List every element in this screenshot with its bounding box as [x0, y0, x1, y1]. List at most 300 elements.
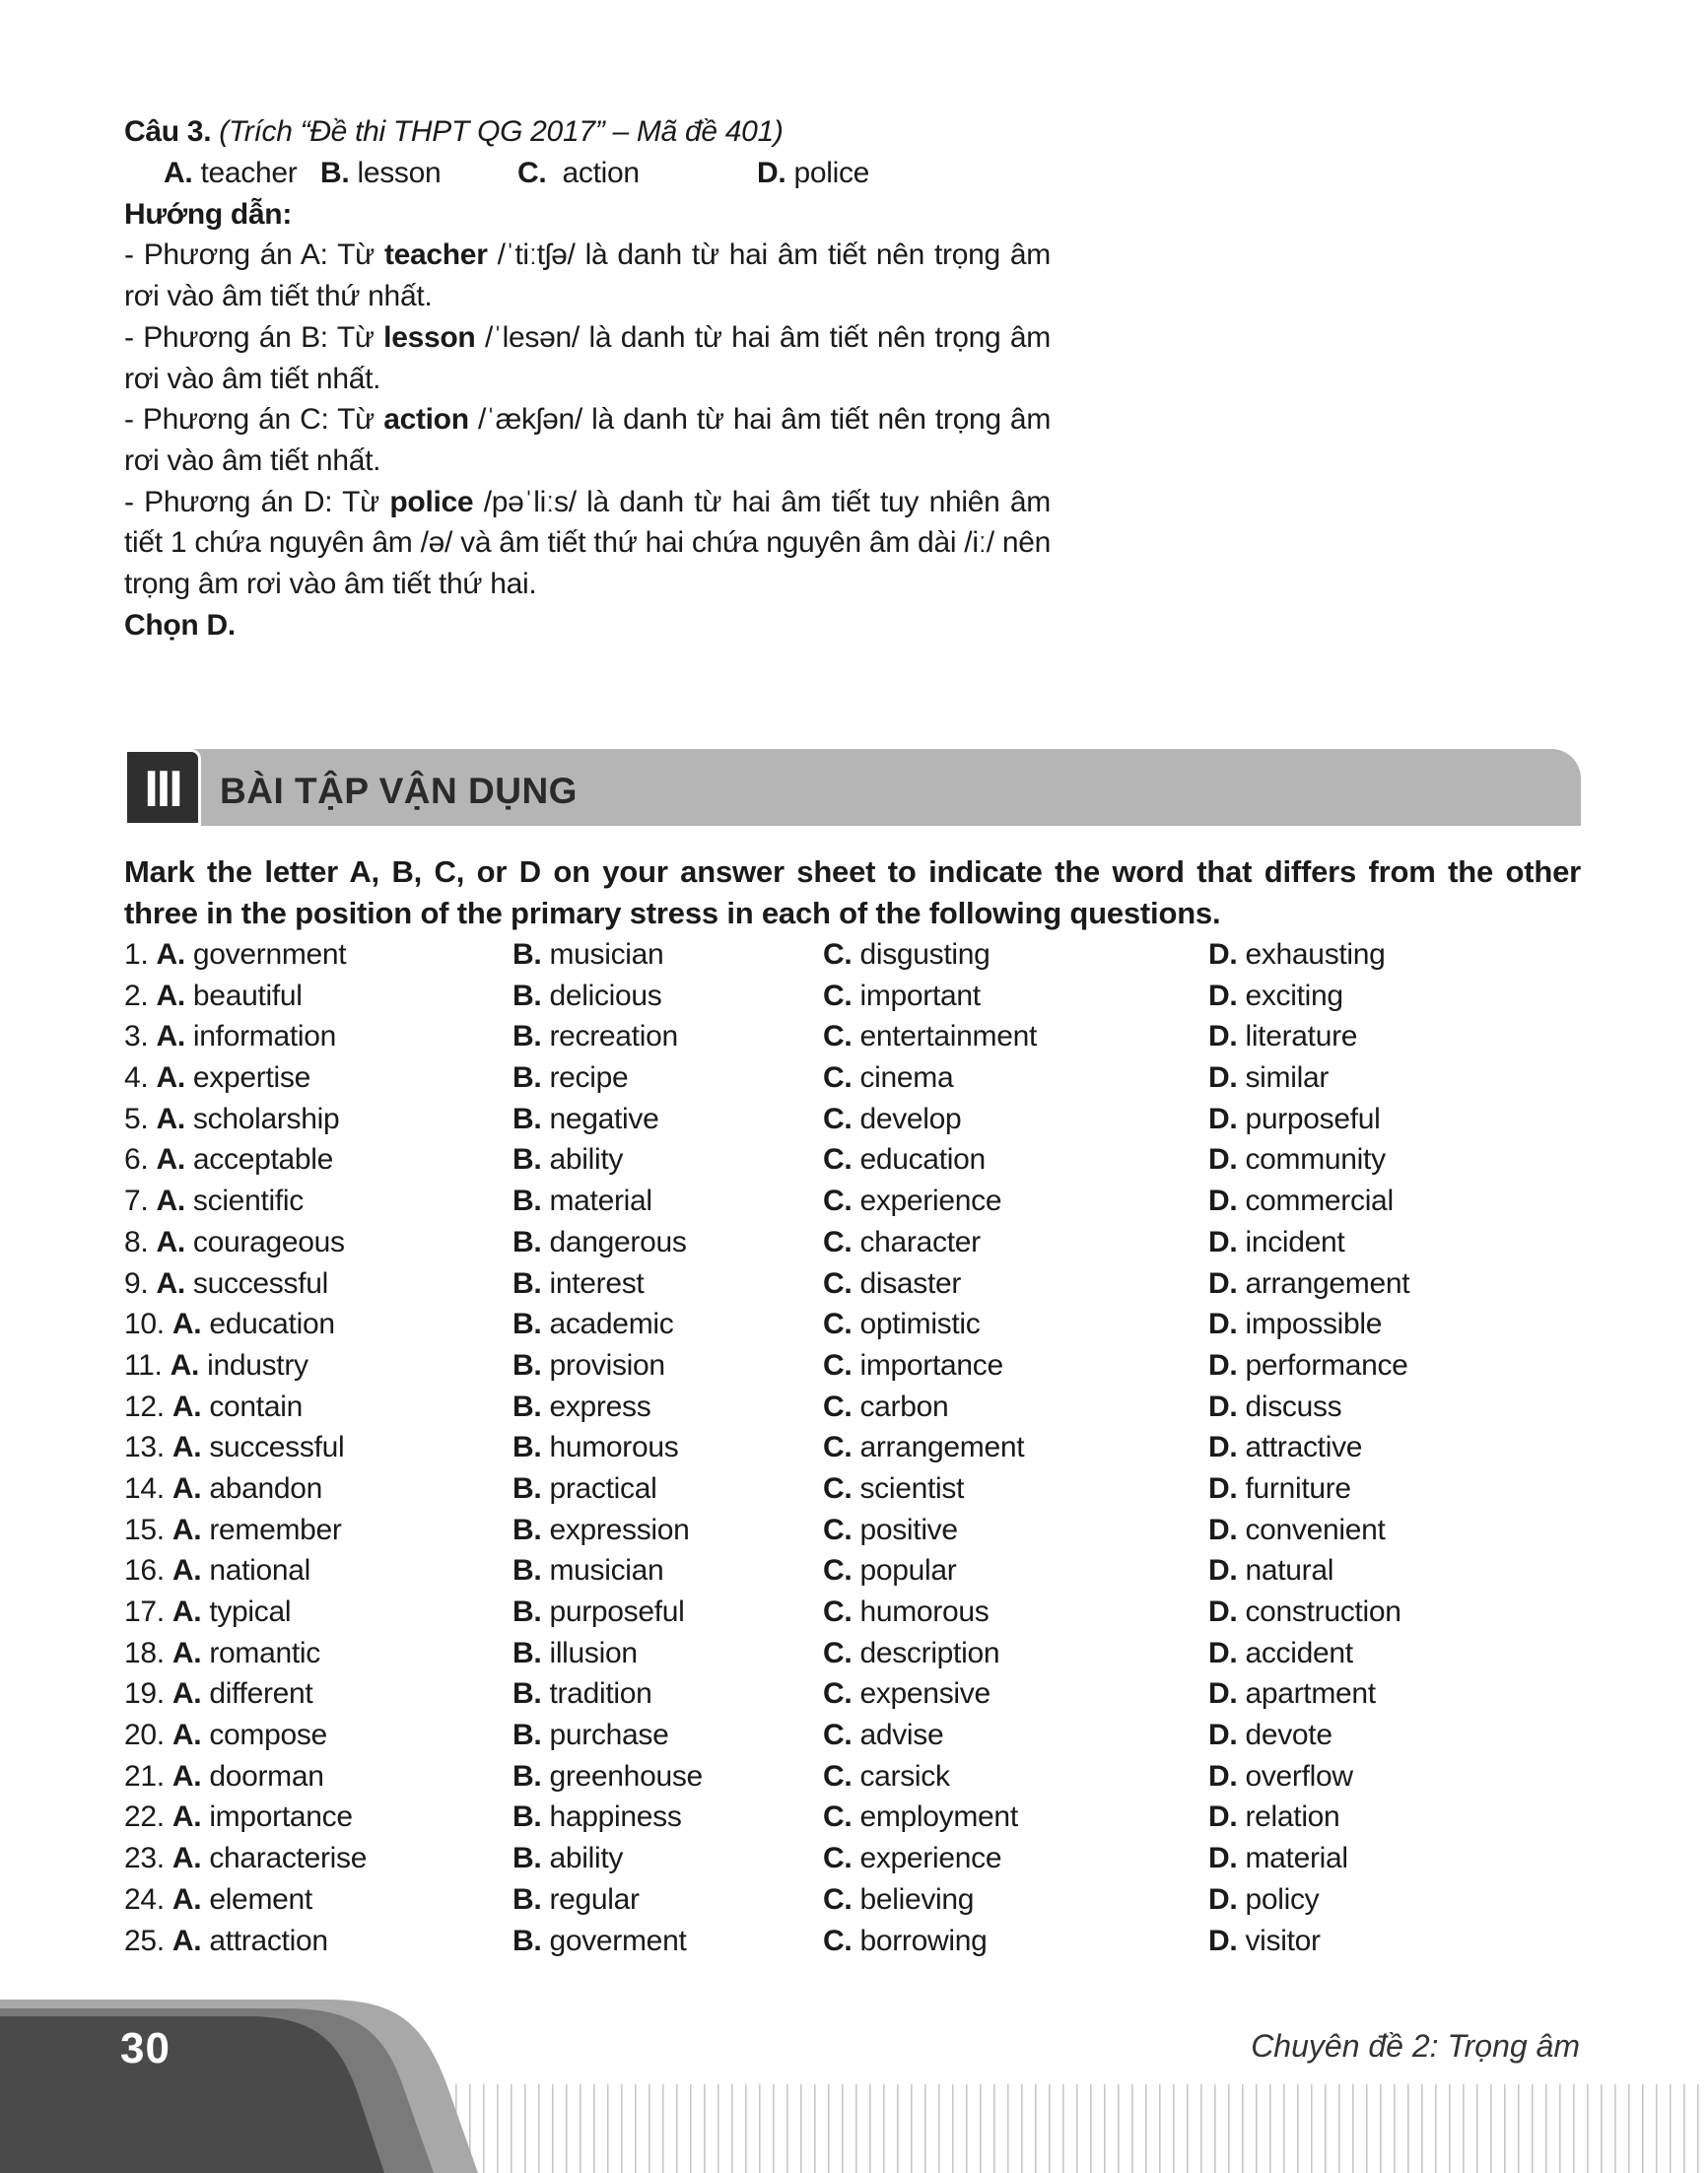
question-row: [124, 1756, 1581, 1798]
option-a: [124, 1057, 310, 1099]
option-letter: B.: [512, 1759, 542, 1793]
option-c: [823, 1099, 961, 1140]
option-word: greenhouse: [549, 1759, 703, 1793]
option-b: [512, 1838, 623, 1879]
option-letter: A.: [156, 979, 185, 1012]
question-number: 9.: [124, 1266, 149, 1300]
option-word: carbon: [859, 1390, 949, 1423]
section-number-badge: [124, 749, 201, 826]
option-word: positive: [859, 1513, 958, 1546]
option-letter: C.: [823, 1390, 853, 1423]
question-3-options: [124, 153, 1051, 194]
option-d: [1208, 1387, 1341, 1428]
option-letter: C.: [823, 1924, 853, 1957]
option-d: [1208, 1550, 1333, 1592]
option-d: [1208, 1222, 1344, 1263]
option-word: academic: [549, 1308, 674, 1341]
question-3-source: (Trích “Đề thi THPT QG 2017” – Mã đề 401): [219, 115, 784, 148]
option-d: [1208, 1139, 1386, 1181]
option-letter: A.: [156, 1020, 185, 1053]
option-word: recreation: [549, 1020, 678, 1053]
option-letter: A.: [156, 1266, 185, 1300]
option-letter: A.: [156, 1225, 185, 1258]
option-b: [512, 1139, 623, 1181]
option-letter: D.: [1208, 1842, 1238, 1875]
question-row: [124, 1921, 1581, 1962]
option-b: [512, 1181, 652, 1222]
question-number: 5.: [124, 1102, 149, 1135]
option-b: [512, 1222, 687, 1263]
option-b: [512, 1304, 673, 1345]
option-word: goverment: [549, 1924, 687, 1957]
option-word: contain: [209, 1390, 303, 1423]
question-number: 3.: [124, 1020, 149, 1053]
option-a: [124, 1592, 291, 1633]
question-list: [124, 934, 1581, 1961]
option-b: [512, 1550, 663, 1592]
footer-decoration: [0, 1991, 1708, 2173]
option-d: [1208, 1099, 1381, 1140]
option-d: [1208, 1468, 1351, 1510]
option-c: [823, 1222, 981, 1263]
option-c: [823, 1756, 950, 1798]
option-c: [823, 1633, 999, 1674]
option-word: visitor: [1245, 1924, 1321, 1957]
question-number: 6.: [124, 1143, 149, 1177]
exercise-instruction: Mark the letter A, B, C, or D on your answer sheet to indicate the word that differs from the other three in the position of the primary stress in each of the following questions.: [124, 854, 1581, 930]
option-word: popular: [859, 1554, 957, 1588]
option-a: [124, 1263, 328, 1305]
option-letter: D.: [1208, 1759, 1238, 1793]
option-letter: D.: [1208, 1636, 1238, 1669]
option-word: different: [209, 1677, 313, 1711]
option-word: musician: [549, 938, 664, 971]
option-b: [512, 1387, 650, 1428]
option-c: [823, 1510, 958, 1551]
explanation-c: - Phương án C: Từ action /ˈækʃən/ là danh từ hai âm tiết nên trọng âm rơi vào âm tiết nhất.: [124, 403, 1052, 477]
option-letter: D.: [1208, 1020, 1238, 1053]
question-number: 2.: [124, 979, 149, 1012]
option-c: [823, 1387, 948, 1428]
option-d: [1208, 1057, 1329, 1099]
option-letter: C.: [823, 1719, 853, 1752]
option-word: experience: [859, 1185, 1002, 1218]
option-b: [512, 1673, 651, 1715]
option-letter: B.: [512, 1308, 542, 1341]
option-b: [512, 1510, 690, 1551]
option-word: arrangement: [1245, 1266, 1410, 1300]
option-word: ability: [549, 1143, 624, 1177]
option-letter: A.: [156, 1143, 185, 1177]
option-b: [512, 1715, 668, 1756]
option-letter: C.: [823, 1513, 853, 1546]
option-word: provision: [549, 1348, 665, 1382]
option-b: [512, 1345, 665, 1387]
option-a: [124, 1345, 308, 1387]
option-c: [823, 1427, 1024, 1468]
option-word: disgusting: [859, 938, 991, 971]
option-d: [1208, 1838, 1348, 1879]
option-letter: D.: [1208, 1800, 1238, 1834]
option-letter: D.: [1208, 1677, 1238, 1711]
option-word: employment: [859, 1800, 1018, 1834]
option-word: attraction: [209, 1924, 328, 1957]
option-letter: D.: [1208, 1102, 1238, 1135]
option-c: [823, 1304, 980, 1345]
option-letter: A.: [171, 1842, 202, 1875]
question-number: 12.: [124, 1390, 165, 1423]
option-letter: B.: [512, 1185, 542, 1218]
option-word: convenient: [1245, 1513, 1386, 1546]
option-letter: A.: [171, 1431, 202, 1464]
option-letter: D.: [1208, 1719, 1238, 1752]
option-b: [512, 1879, 640, 1921]
option-d: [1208, 976, 1343, 1017]
option-b: [512, 1016, 678, 1057]
option-word: description: [859, 1636, 1000, 1669]
option-a: [124, 1797, 353, 1838]
question-number: 4.: [124, 1061, 149, 1095]
option-word: ability: [549, 1842, 624, 1875]
question-row: [124, 1550, 1581, 1592]
question-row: [124, 1099, 1581, 1140]
option-word: purposeful: [1245, 1102, 1381, 1135]
option-word: furniture: [1245, 1471, 1351, 1505]
option-word: musician: [549, 1554, 664, 1588]
option-word: courageous: [192, 1225, 345, 1258]
question-row: [124, 934, 1581, 976]
option-letter: C.: [823, 1759, 853, 1793]
option-letter: A.: [156, 1061, 185, 1095]
question-3-option-b: B. lesson: [320, 156, 442, 189]
question-number: 23.: [124, 1842, 165, 1875]
option-letter: B.: [512, 1390, 542, 1423]
section-number: III: [144, 761, 181, 818]
option-a: [124, 1633, 320, 1674]
option-word: impossible: [1245, 1308, 1383, 1341]
option-letter: C.: [823, 979, 853, 1012]
option-a: [124, 1222, 345, 1263]
question-number: 22.: [124, 1800, 165, 1834]
option-letter: A.: [171, 1513, 202, 1546]
option-a: [124, 1673, 312, 1715]
option-word: importance: [859, 1348, 1003, 1382]
question-row: [124, 1633, 1581, 1674]
question-number: 11.: [124, 1348, 163, 1382]
option-word: cinema: [859, 1061, 954, 1095]
option-d: [1208, 1673, 1376, 1715]
question-number: 16.: [124, 1554, 165, 1588]
option-word: carsick: [859, 1759, 950, 1793]
option-word: characterise: [209, 1842, 368, 1875]
option-letter: C.: [823, 1677, 853, 1711]
option-word: interest: [549, 1266, 645, 1300]
question-number: 21.: [124, 1759, 165, 1793]
option-a: [124, 1756, 324, 1798]
option-d: [1208, 1592, 1401, 1633]
option-c: [823, 1345, 1003, 1387]
option-word: humorous: [549, 1431, 679, 1464]
option-letter: D.: [1208, 1596, 1238, 1628]
option-letter: B.: [512, 1143, 542, 1177]
option-word: scientist: [859, 1471, 965, 1505]
option-word: education: [209, 1308, 335, 1341]
option-word: develop: [859, 1102, 962, 1135]
option-letter: B.: [512, 1266, 542, 1300]
option-a: [124, 1387, 303, 1428]
question-row: [124, 976, 1581, 1017]
option-c: [823, 1181, 1001, 1222]
option-d: [1208, 934, 1386, 976]
option-word: accident: [1245, 1636, 1353, 1669]
question-row: [124, 1387, 1581, 1428]
option-letter: A.: [171, 1554, 202, 1588]
question-3-label: Câu 3.: [124, 115, 212, 148]
option-word: beautiful: [192, 979, 303, 1012]
option-word: discuss: [1245, 1390, 1342, 1423]
question-number: 1.: [124, 938, 149, 971]
option-a: [124, 1510, 342, 1551]
option-b: [512, 1057, 628, 1099]
option-letter: A.: [171, 1390, 202, 1423]
option-word: doorman: [209, 1759, 324, 1793]
option-c: [823, 1468, 964, 1510]
option-letter: A.: [171, 1800, 202, 1834]
option-letter: B.: [512, 1225, 542, 1258]
option-letter: A.: [171, 1636, 202, 1669]
option-word: importance: [209, 1800, 353, 1834]
question-row: [124, 1139, 1581, 1181]
option-word: negative: [549, 1102, 659, 1135]
question-row: [124, 1673, 1581, 1715]
question-number: 19.: [124, 1677, 165, 1711]
option-a: [124, 1715, 327, 1756]
option-word: purposeful: [549, 1596, 685, 1628]
question-row: [124, 1057, 1581, 1099]
option-letter: A.: [171, 1308, 202, 1341]
option-letter: C.: [823, 1225, 853, 1258]
explanation-d: - Phương án D: Từ police /pəˈliːs/ là danh từ hai âm tiết tuy nhiên âm tiết 1 chứa nguyên âm /ə/ và âm tiết thứ hai chứa nguyên âm dài /iː/ nên trọng âm rơi vào âm tiết thứ hai.: [124, 485, 1051, 601]
option-word: scientific: [192, 1185, 304, 1218]
option-word: natural: [1245, 1554, 1334, 1588]
option-word: community: [1245, 1143, 1386, 1177]
option-c: [823, 1057, 953, 1099]
option-word: attractive: [1245, 1431, 1363, 1464]
option-d: [1208, 1879, 1319, 1921]
option-letter: C.: [823, 1800, 853, 1834]
guide-label: Hướng dẫn:: [124, 197, 293, 231]
option-c: [823, 1879, 974, 1921]
explanation-a: - Phương án A: Từ teacher /ˈtiːtʃə/ là danh từ hai âm tiết nên trọng âm rơi vào âm tiết thứ nhất.: [124, 238, 1051, 313]
option-letter: C.: [823, 1471, 853, 1505]
question-row: [124, 1304, 1581, 1345]
option-d: [1208, 1756, 1353, 1798]
option-d: [1208, 1263, 1409, 1305]
option-letter: B.: [512, 1348, 542, 1382]
option-word: arrangement: [859, 1431, 1025, 1464]
option-word: remember: [209, 1513, 342, 1546]
option-a: [124, 1181, 304, 1222]
option-c: [823, 1838, 1001, 1879]
question-row: [124, 1427, 1581, 1468]
question-row: [124, 1468, 1581, 1510]
option-c: [823, 1263, 961, 1305]
question-number: 17.: [124, 1596, 165, 1628]
option-letter: C.: [823, 1596, 853, 1628]
option-word: exciting: [1245, 979, 1343, 1012]
option-letter: D.: [1208, 1554, 1238, 1588]
option-letter: A.: [171, 1596, 202, 1628]
option-b: [512, 1633, 638, 1674]
option-letter: C.: [823, 1636, 853, 1669]
question-number: 8.: [124, 1225, 149, 1258]
option-letter: A.: [156, 938, 185, 971]
option-word: dangerous: [549, 1225, 687, 1258]
option-word: purchase: [549, 1719, 669, 1752]
question-3-option-a: A. teacher: [164, 156, 298, 189]
option-word: incident: [1245, 1225, 1345, 1258]
option-word: relation: [1245, 1800, 1340, 1834]
option-letter: A.: [156, 1185, 185, 1218]
option-word: commercial: [1245, 1185, 1394, 1218]
option-word: national: [209, 1554, 311, 1588]
question-number: 20.: [124, 1719, 165, 1752]
option-word: humorous: [859, 1596, 990, 1628]
option-c: [823, 1592, 989, 1633]
option-d: [1208, 1510, 1386, 1551]
option-b: [512, 1756, 703, 1798]
option-letter: D.: [1208, 1471, 1238, 1505]
option-word: similar: [1245, 1061, 1330, 1095]
option-letter: A.: [171, 1924, 202, 1957]
option-a: [124, 1304, 335, 1345]
option-letter: D.: [1208, 1308, 1238, 1341]
option-letter: B.: [512, 1800, 542, 1834]
option-d: [1208, 1715, 1332, 1756]
option-word: abandon: [209, 1471, 323, 1505]
option-letter: D.: [1208, 1924, 1238, 1957]
footer-stripes: [434, 2084, 1708, 2173]
option-word: believing: [859, 1882, 975, 1916]
question-3-option-c: C. action: [517, 156, 640, 189]
option-letter: A.: [171, 1471, 202, 1505]
option-letter: C.: [823, 1143, 853, 1177]
option-word: performance: [1245, 1348, 1408, 1382]
option-letter: B.: [512, 1102, 542, 1135]
option-letter: B.: [512, 1554, 542, 1588]
option-a: [124, 1099, 339, 1140]
option-letter: C.: [823, 1020, 853, 1053]
option-letter: C.: [823, 1554, 853, 1588]
option-word: construction: [1245, 1596, 1401, 1628]
option-c: [823, 1921, 988, 1962]
option-word: education: [859, 1143, 986, 1177]
option-letter: D.: [1208, 1882, 1238, 1916]
option-letter: B.: [512, 1719, 542, 1752]
option-letter: B.: [512, 1677, 542, 1711]
section-title: BÀI TẬP VẬN DỤNG: [220, 771, 578, 811]
option-word: devote: [1245, 1719, 1332, 1752]
option-word: tradition: [549, 1677, 652, 1711]
question-row: [124, 1181, 1581, 1222]
option-b: [512, 976, 662, 1017]
option-word: exhausting: [1245, 938, 1386, 971]
option-word: information: [192, 1020, 337, 1053]
option-letter: C.: [823, 1308, 853, 1341]
option-word: illusion: [549, 1636, 638, 1669]
option-letter: B.: [512, 1061, 542, 1095]
option-b: [512, 934, 663, 976]
option-word: character: [859, 1225, 981, 1258]
question-number: 14.: [124, 1471, 165, 1505]
option-a: [124, 1838, 367, 1879]
option-word: policy: [1245, 1882, 1320, 1916]
option-b: [512, 1263, 644, 1305]
option-word: advise: [859, 1719, 944, 1752]
option-letter: D.: [1208, 1348, 1238, 1382]
option-word: expertise: [192, 1061, 310, 1095]
option-word: experience: [859, 1842, 1002, 1875]
option-letter: D.: [1208, 1513, 1238, 1546]
answer-line: Chọn D.: [124, 608, 236, 642]
option-word: compose: [209, 1719, 327, 1752]
question-3-block: [124, 111, 1051, 645]
option-b: [512, 1427, 678, 1468]
option-b: [512, 1921, 687, 1962]
option-word: optimistic: [859, 1308, 981, 1341]
question-number: 15.: [124, 1513, 165, 1546]
question-row: [124, 1345, 1581, 1387]
option-a: [124, 1550, 310, 1592]
question-3-heading: [124, 111, 1051, 153]
option-d: [1208, 1016, 1357, 1057]
option-letter: D.: [1208, 1266, 1238, 1300]
option-word: apartment: [1245, 1677, 1376, 1711]
option-letter: C.: [823, 1842, 853, 1875]
option-b: [512, 1099, 658, 1140]
option-word: material: [549, 1185, 652, 1218]
option-letter: D.: [1208, 938, 1238, 971]
option-word: literature: [1245, 1020, 1358, 1053]
option-letter: B.: [512, 938, 542, 971]
option-letter: D.: [1208, 1185, 1238, 1218]
option-d: [1208, 1304, 1382, 1345]
option-letter: C.: [823, 1882, 853, 1916]
option-a: [124, 1016, 336, 1057]
option-word: practical: [549, 1471, 657, 1505]
option-letter: A.: [171, 1719, 202, 1752]
option-word: industry: [207, 1348, 308, 1382]
option-d: [1208, 1921, 1321, 1962]
option-d: [1208, 1633, 1353, 1674]
option-word: expensive: [859, 1677, 991, 1711]
option-letter: D.: [1208, 1390, 1238, 1423]
option-c: [823, 1797, 1018, 1838]
option-word: scholarship: [192, 1102, 340, 1135]
option-letter: D.: [1208, 1143, 1238, 1177]
question-row: [124, 1838, 1581, 1879]
option-word: government: [192, 938, 347, 971]
option-c: [823, 1715, 943, 1756]
option-letter: B.: [512, 1636, 542, 1669]
page-number: 30: [120, 2024, 171, 2072]
option-word: successful: [209, 1431, 345, 1464]
option-c: [823, 1550, 956, 1592]
question-row: [124, 1222, 1581, 1263]
option-c: [823, 934, 991, 976]
option-letter: A.: [171, 1677, 202, 1711]
question-row: [124, 1715, 1581, 1756]
